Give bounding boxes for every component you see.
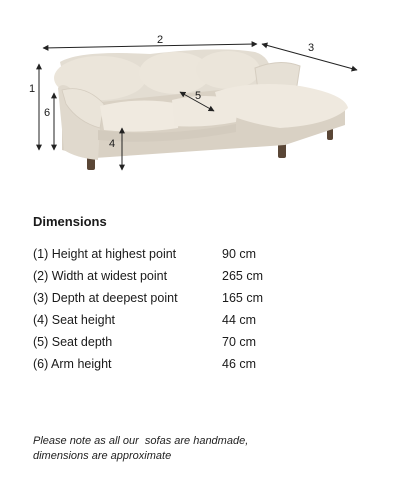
dimension-row-seat-depth xyxy=(33,331,293,353)
dimension-row-width xyxy=(33,265,293,287)
dimension-value: 44 cm xyxy=(222,313,257,327)
dimension-row-arm-height xyxy=(33,353,293,375)
dim-label-3: 3 xyxy=(308,42,315,54)
handmade-note xyxy=(33,434,333,464)
dimension-row-seat-height xyxy=(33,309,293,331)
dimension-label: (5) Seat depth xyxy=(33,335,113,349)
dimension-label: (6) Arm height xyxy=(33,357,112,371)
dim-label-1: 1 xyxy=(29,83,36,95)
dim-line-width xyxy=(43,44,257,48)
note-line-1: Please note as all our sofas are handmade, xyxy=(33,435,249,447)
dimension-value: 265 cm xyxy=(222,269,263,283)
seat-cushion-1 xyxy=(100,100,180,131)
dimensions-list xyxy=(33,243,293,375)
dimension-label: (1) Height at highest point xyxy=(33,247,177,261)
dimension-value: 46 cm xyxy=(222,357,257,371)
dimension-label: (3) Depth at deepest point xyxy=(33,291,178,305)
dimensions-heading: Dimensions xyxy=(33,214,107,229)
dimension-value: 90 cm xyxy=(222,247,257,261)
dimension-row-height xyxy=(33,243,293,265)
seat-cushion-2 xyxy=(172,96,238,127)
dimension-value: 165 cm xyxy=(222,291,263,305)
dimension-label: (2) Width at widest point xyxy=(33,269,168,283)
dim-label-4: 4 xyxy=(109,138,116,150)
dim-label-6: 6 xyxy=(44,107,51,119)
dim-label-2: 2 xyxy=(157,34,164,46)
note-line-2: dimensions are approximate xyxy=(33,450,172,462)
dimension-value: 70 cm xyxy=(222,335,257,349)
back-cushion-3 xyxy=(196,51,260,89)
sofa-body xyxy=(54,49,348,160)
dimension-row-depth xyxy=(33,287,293,309)
sofa-diagram xyxy=(0,0,400,205)
dimension-label: (4) Seat height xyxy=(33,313,115,327)
dim-label-5: 5 xyxy=(195,90,202,102)
